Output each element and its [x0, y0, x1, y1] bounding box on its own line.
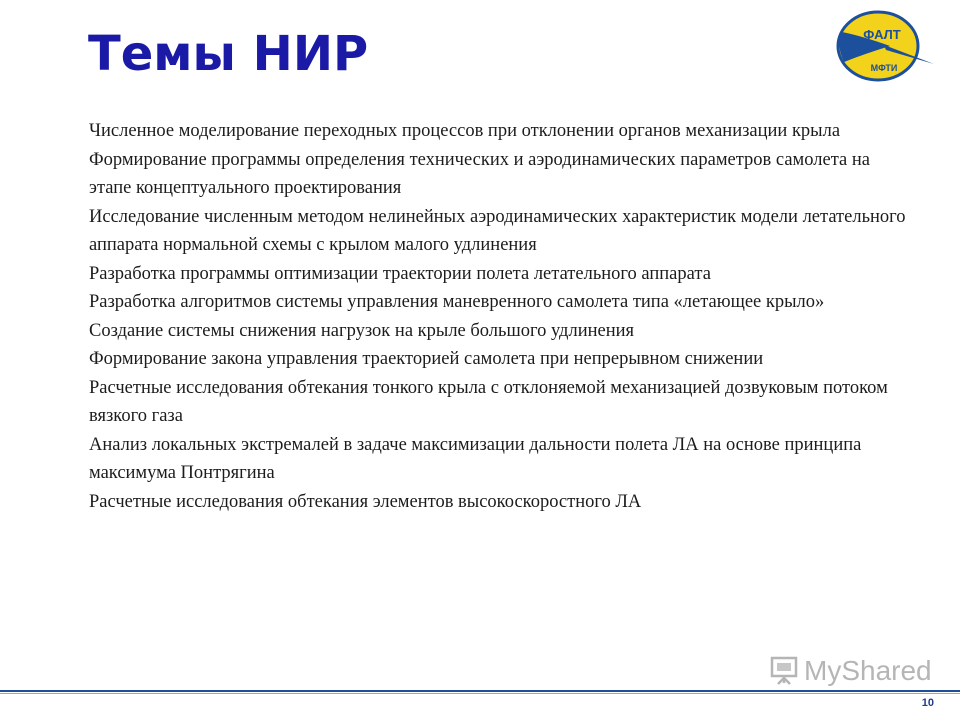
- topic-item: Разработка алгоритмов системы управления маневренного самолета типа «летающее крыло»: [89, 292, 825, 312]
- topic-item: Формирование программы определения технических и аэродинамических параметров самолета на этапе концептуального проектирования: [89, 149, 870, 198]
- topic-item: Численное моделирование переходных процессов при отклонении органов механизации крыла: [89, 121, 841, 141]
- page-number: 10: [921, 697, 934, 709]
- topic-item: Расчетные исследования обтекания элементов высокоскоростного ЛА: [89, 491, 642, 512]
- watermark: [770, 654, 932, 688]
- topic-item: Расчетные исследования обтекания тонкого крыла с отклоняемой механизацией дозвуковым потоком вязкого газа: [89, 377, 888, 426]
- research-topics-list: [89, 117, 909, 516]
- logo-bottom-text: МФТИ: [870, 63, 898, 73]
- topic-item: Исследование численным методом нелинейных аэродинамических характеристик модели летательного аппарата нормальной схемы с крылом малого удлинения: [89, 206, 906, 255]
- topic-item: Анализ локальных экстремалей в задаче максимизации дальности полета ЛА на основе принципа максимума Понтрягина: [89, 434, 862, 483]
- logo-top-text: ФАЛТ: [863, 27, 901, 42]
- presentation-board-icon: [770, 656, 798, 686]
- topic-item: Создание системы снижения нагрузок на крыле большого удлинения: [89, 320, 635, 341]
- slide-title: Темы НИР: [88, 26, 369, 82]
- topic-item: Разработка программы оптимизации траектории полета летательного аппарата: [89, 263, 711, 284]
- watermark-text: MyShared: [804, 655, 932, 686]
- footer-divider: [0, 690, 960, 692]
- falt-mipt-logo: [828, 6, 940, 86]
- footer-divider-thin: [0, 693, 960, 694]
- topic-item: Формирование закона управления траекторией самолета при непрерывном снижении: [89, 349, 764, 369]
